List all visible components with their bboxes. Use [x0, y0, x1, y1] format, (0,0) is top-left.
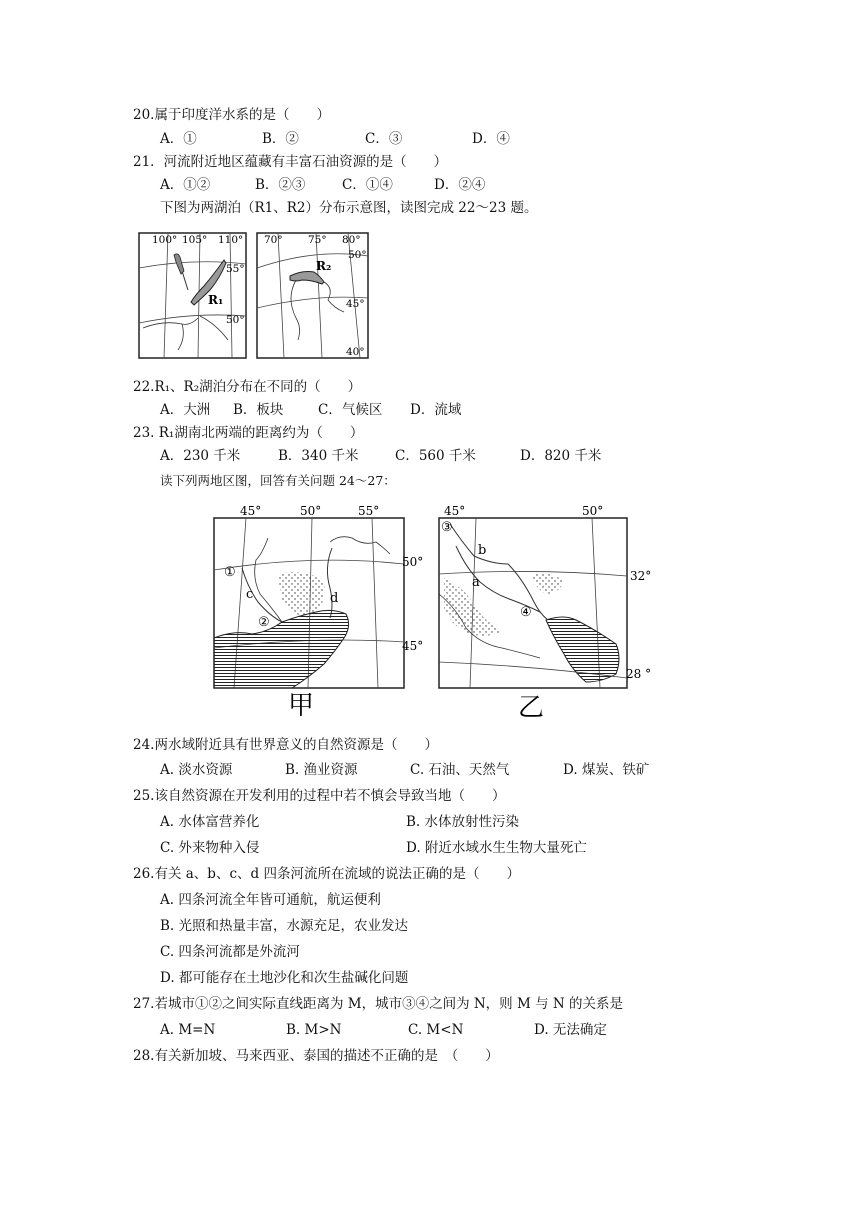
jia-lon-label: 50° [300, 504, 322, 518]
q20-option-c: C．③ [365, 131, 403, 147]
jia-caption: 甲 [288, 691, 315, 720]
jia-lon-label: 45° [240, 504, 262, 518]
q26-option-c: C. 四条河流都是外流河 [160, 944, 300, 960]
yi-city-4: ④ [520, 605, 532, 620]
q21-option-d: D．②④ [434, 177, 486, 193]
q26-option-b: B. 光照和热量丰富，水源充足，农业发达 [160, 918, 409, 934]
yi-lon-label: 45° [444, 504, 466, 518]
yi-river-a: a [472, 575, 480, 590]
question-22-stem: 22.R₁、R₂湖泊分布在不同的（ ） [133, 379, 362, 395]
yi-lon-label: 50° [582, 504, 604, 518]
q25-option-c: C. 外来物种入侵 [160, 840, 260, 856]
q23-option-c: C．560 千米 [395, 448, 476, 464]
q20-option-b: B．② [262, 131, 299, 147]
q25-option-b: B. 水体放射性污染 [406, 814, 520, 830]
question-26-stem: 26.有关 a、b、c、d 四条河流所在流域的说法正确的是（ ） [133, 866, 520, 882]
question-25-stem: 25.该自然资源在开发利用的过程中若不慎会导致当地（ ） [133, 788, 506, 804]
jia-lon-label: 55° [358, 504, 380, 518]
q21-option-a: A．①② [160, 177, 211, 193]
q27-option-c: C. M<N [408, 1022, 464, 1038]
yi-river-b: b [478, 543, 487, 558]
q25-option-d: D. 附近水域水生生物大量死亡 [406, 840, 587, 856]
q23-option-d: D．820 千米 [520, 448, 602, 464]
q23-option-b: B．340 千米 [278, 448, 359, 464]
lake-r1-map [138, 228, 248, 360]
q27-option-d: D. 无法确定 [534, 1022, 607, 1038]
lake-r2-label: R₂ [316, 259, 332, 273]
jia-city-2: ② [258, 615, 270, 630]
yi-lat-label: 28 ° [626, 667, 652, 681]
q24-option-c: C. 石油、天然气 [410, 762, 510, 778]
intro-22-23: 下图为两湖泊（R1、R2）分布示意图，读图完成 22～23 题。 [160, 200, 538, 216]
lake-r2-map [256, 228, 370, 360]
lake-r1-label: R₁ [208, 293, 224, 307]
q26-option-a: A. 四条河流全年皆可通航，航运便利 [160, 892, 381, 908]
question-24-stem: 24.两水域附近具有世界意义的自然资源是（ ） [133, 737, 438, 753]
jia-river-d: d [330, 591, 339, 606]
q27-option-b: B. M>N [286, 1022, 342, 1038]
r1-lat-label: 55° [226, 263, 245, 275]
q26-option-d: D. 都可能存在土地沙化和次生盐碱化问题 [160, 970, 409, 986]
question-27-stem: 27.若城市①②之间实际直线距离为 M，城市③④之间为 N，则 M 与 N 的关系是 [133, 996, 623, 1012]
q24-option-a: A. 淡水资源 [160, 762, 233, 778]
yi-city-3: ③ [441, 520, 453, 535]
r2-lat-label: 50° [348, 249, 367, 261]
r1-lon-label: 110° [218, 234, 244, 246]
jia-lat-label: 50° [402, 555, 424, 569]
question-21-stem: 21．河流附近地区蕴藏有丰富石油资源的是（ ） [133, 154, 448, 170]
q24-option-d: D. 煤炭、铁矿 [563, 762, 650, 778]
r1-lat-label: 50° [226, 314, 245, 326]
question-20-stem: 20.属于印度洋水系的是（ ） [133, 107, 330, 123]
map-yi [436, 498, 662, 720]
q22-option-a: A．大洲 [160, 402, 211, 418]
r2-lon-label: 75° [308, 234, 327, 246]
intro-24-27: 读下列两地区图，回答有关问题 24～27： [160, 473, 396, 488]
q24-option-b: B. 渔业资源 [285, 762, 358, 778]
q22-option-b: B．板块 [233, 402, 284, 418]
q27-option-a: A. M=N [160, 1022, 216, 1038]
r1-lon-label: 105° [182, 234, 208, 246]
question-23-stem: 23. R₁湖南北两端的距离约为（ ） [133, 425, 364, 441]
r2-lat-label: 45° [346, 298, 365, 310]
q20-option-a: A．① [160, 131, 197, 147]
r1-lon-label: 100° [152, 234, 178, 246]
q22-option-c: C．气候区 [318, 402, 383, 418]
yi-lat-label: 32° [630, 569, 652, 583]
q21-option-c: C．①④ [342, 177, 393, 193]
r2-lat-label: 40° [346, 346, 365, 358]
jia-city-1: ① [224, 565, 236, 580]
r2-lon-label: 80° [342, 234, 361, 246]
jia-river-c: c [246, 587, 254, 602]
r2-lon-label: 70° [264, 234, 283, 246]
q25-option-a: A. 水体富营养化 [160, 814, 260, 830]
q23-option-a: A．230 千米 [160, 448, 241, 464]
q22-option-d: D．流域 [410, 402, 462, 418]
jia-lat-label: 45° [402, 639, 424, 653]
q20-option-d: D．④ [472, 131, 510, 147]
question-28-stem: 28.有关新加坡、马来西亚、泰国的描述不正确的是 （ ） [133, 1048, 499, 1064]
map-jia [212, 498, 430, 720]
yi-caption: 乙 [518, 693, 545, 720]
q21-option-b: B．②③ [255, 177, 306, 193]
